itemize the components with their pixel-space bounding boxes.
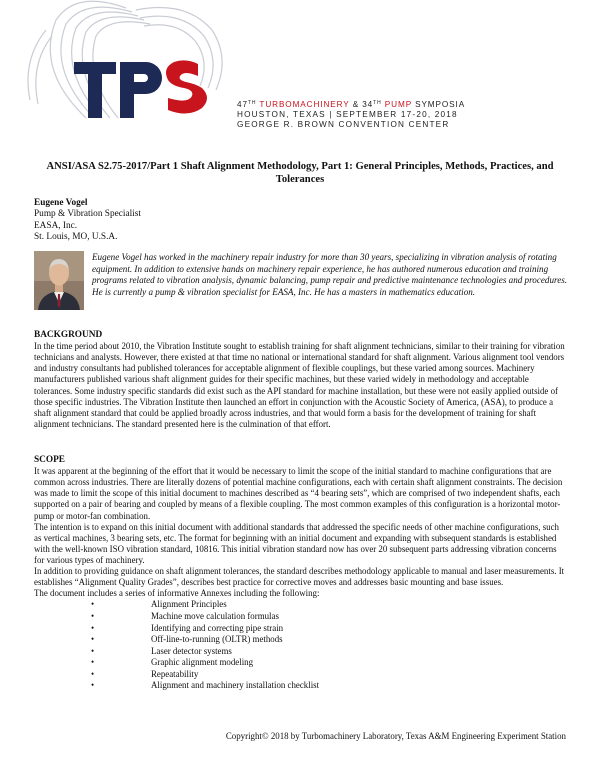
author-photo	[34, 251, 84, 310]
background-heading: BACKGROUND	[34, 330, 103, 340]
annex-list	[34, 599, 568, 692]
scope-paragraph-1: It was apparent at the beginning of the effort that it would be necessary to limit the scope of the initial standard to machine configurations that are common across industries. There are literally dozens of potential machine configurations, each with certain shaft alignment constraints. The decision was made to limit the scope of this initial document to machines described as “4 bearing sets”, which are comprised of two independent shafts, each supported on a pair of bearing and coupled by means of a flexible coupling. The most common examples of this configuration is a horizontal motor-pump or motor-fan combination.	[34, 466, 563, 521]
symposia-banner	[237, 98, 465, 130]
list-item: • Laser detector systems	[91, 645, 232, 656]
symposia-location-date: HOUSTON, TEXAS | SEPTEMBER 17-20, 2018	[237, 110, 458, 119]
tps-logo	[16, 0, 246, 128]
author-position: Pump & Vibration Specialist	[34, 209, 141, 220]
list-item: • Graphic alignment modeling	[91, 657, 254, 668]
author-block	[34, 198, 141, 244]
copyright-footer: Copyright© 2018 by Turbomachinery Laboratory, Texas A&M Engineering Experiment Station	[225, 731, 566, 741]
background-section	[34, 330, 568, 430]
symposia-name: 47TH TURBOMACHINERY & 34TH PUMP SYMPOSIA	[237, 100, 466, 109]
author-organization: EASA, Inc.	[34, 220, 78, 231]
author-bio: Eugene Vogel has worked in the machinery repair industry for more than 30 years, specializing in vibration analysis of rotating equipment. In addition to extensive hands on machinery repair experience, he has authored numerous education and training programs related to vibration analysis, dynamic balancing, pump repair and predictive maintenance technologies and procedures. He is currently a pump & vibration specialist for EASA, Inc. He has a masters in mathematics education.	[92, 252, 568, 297]
list-item: • Identifying and correcting pipe strain	[91, 622, 284, 633]
list-item: • Alignment and machinery installation checklist	[91, 680, 320, 691]
scope-paragraph-3: In addition to providing guidance on shaft alignment tolerances, the standard describes methodology applicable to manual and laser measurements. It establishes “Alignment Quality Grades”, describes best practice for corrective moves and addresses basic mounting and base issues.	[34, 566, 565, 588]
paper-title: ANSI/ASA S2.75-2017/Part 1 Shaft Alignment Methodology, Part 1: General Principles, Methods, Practices, and Tolerances	[46, 161, 554, 186]
list-item: • Repeatability	[91, 668, 199, 679]
author-location: St. Louis, MO, U.S.A.	[34, 232, 118, 243]
list-item: • Machine move calculation formulas	[91, 610, 279, 621]
author-name: Eugene Vogel	[34, 198, 88, 208]
list-item: • Alignment Principles	[91, 599, 227, 610]
scope-heading: SCOPE	[34, 455, 65, 465]
symposia-venue: GEORGE R. BROWN CONVENTION CENTER	[237, 120, 450, 129]
background-paragraph: In the time period about 2010, the Vibration Institute sought to establish training for shaft alignment technicians, similar to their training for vibration technicians and analysts. However, there existed at that time no national or international standard for shaft alignment. Various alignment tool vendors and industry consultants had published tolerances for acceptable alignment of flexible couplings, but these varied among sources. Machinery manufacturers published various shaft alignment guides for their specific machines, but these varied widely in methodology and acceptable tolerances. Some industry specific standards did exist such as the API standard for machine installation, but these were not easily applied outside of those specific industries. The Vibration Institute then launched an effort in conjunction with the Acoustic Society of America, (ASA), to produce a shaft alignment standard that could be applied broadly across industries, and that would form a basis for the development of training for shaft alignment technicians. The standard presented here is the culmination of that effort.	[34, 341, 565, 429]
list-item: • Off-line-to-running (OLTR) methods	[91, 634, 283, 645]
scope-paragraph-4: The document includes a series of informative Annexes including the following:	[34, 588, 320, 599]
scope-section	[34, 455, 568, 692]
scope-paragraph-2: The intention is to expand on this initial document with additional standards that addressed the specific needs of other machine configurations, such as vertical machines, 3 bearing sets, etc. The format for beginning with an initial document and expanding with subsequent standards is established with the well-known ISO vibration standard, 10816. This initial vibration standard now has over 20 subsequent parts addressing vibration concerns for various types of machinery.	[34, 521, 559, 565]
tps-letters	[74, 60, 207, 118]
